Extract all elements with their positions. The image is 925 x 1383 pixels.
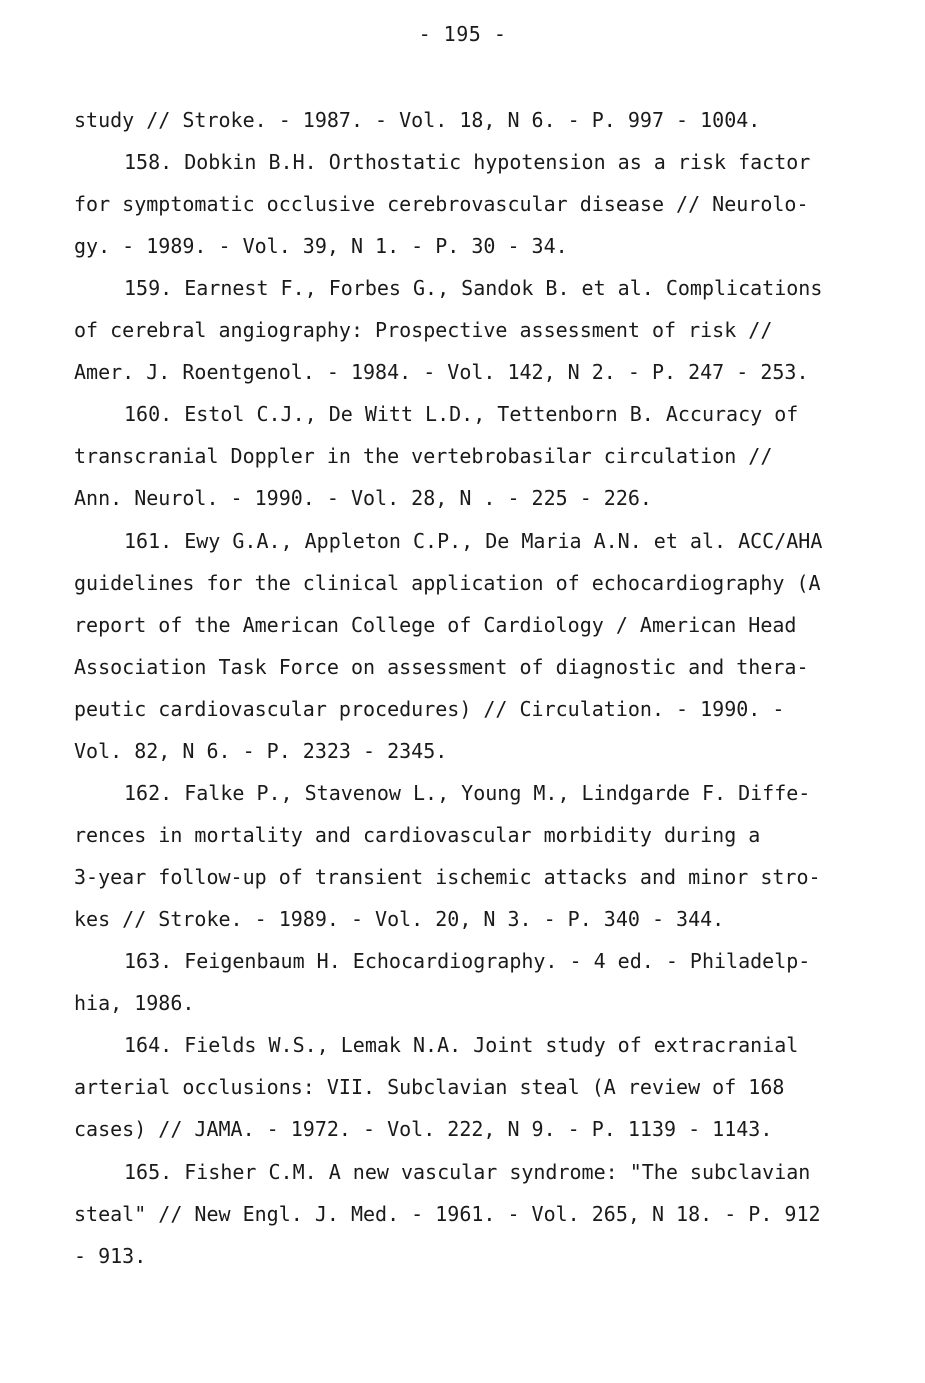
- text-line: 159. Earnest F., Forbes G., Sandok B. et al. Complications: [124, 276, 823, 300]
- text-line: 161. Ewy G.A., Appleton C.P., De Maria A.N. et al. ACC/AHA: [124, 529, 823, 553]
- text-line: rences in mortality and cardiovascular morbidity during a: [74, 823, 761, 847]
- text-line: guidelines for the clinical application of echocardiography (A: [74, 571, 821, 595]
- text-line: cases) // JAMA. - 1972. - Vol. 222, N 9. - P. 1139 - 1143.: [74, 1117, 773, 1141]
- text-line: for symptomatic occlusive cerebrovascular disease // Neurolo-: [74, 192, 809, 216]
- text-line: gy. - 1989. - Vol. 39, N 1. - P. 30 - 34.: [74, 234, 568, 258]
- text-line: peutic cardiovascular procedures) // Circulation. - 1990. -: [74, 697, 785, 721]
- text-line: 164. Fields W.S., Lemak N.A. Joint study of extracranial: [124, 1033, 799, 1057]
- text-line: of cerebral angiography: Prospective assessment of risk //: [74, 318, 773, 342]
- text-line: report of the American College of Cardiology / American Head: [74, 613, 797, 637]
- text-line: 3-year follow-up of transient ischemic attacks and minor stro-: [74, 865, 821, 889]
- text-line: kes // Stroke. - 1989. - Vol. 20, N 3. - P. 340 - 344.: [74, 907, 725, 931]
- page-number: - 195 -: [418, 22, 507, 46]
- text-line: steal" // New Engl. J. Med. - 1961. - Vol. 265, N 18. - P. 912: [74, 1202, 821, 1226]
- text-line: Amer. J. Roentgenol. - 1984. - Vol. 142, N 2. - P. 247 - 253.: [74, 360, 809, 384]
- text-line: study // Stroke. - 1987. - Vol. 18, N 6. - P. 997 - 1004.: [74, 108, 761, 132]
- text-line: hia, 1986.: [74, 991, 195, 1015]
- text-line: 158. Dobkin B.H. Orthostatic hypotension as a risk factor: [124, 150, 811, 174]
- text-line: 160. Estol C.J., De Witt L.D., Tettenborn B. Accuracy of: [124, 402, 799, 426]
- text-line: - 913.: [74, 1244, 147, 1268]
- text-line: 165. Fisher C.M. A new vascular syndrome: "The subclavian: [124, 1160, 811, 1184]
- text-line: 162. Falke P., Stavenow L., Young M., Lindgarde F. Diffe-: [124, 781, 811, 805]
- text-line: 163. Feigenbaum H. Echocardiography. - 4 ed. - Philadelp-: [124, 949, 811, 973]
- text-line: transcranial Doppler in the vertebrobasilar circulation //: [74, 444, 773, 468]
- text-line: arterial occlusions: VII. Subclavian steal (A review of 168: [74, 1075, 785, 1099]
- text-line: Association Task Force on assessment of diagnostic and thera-: [74, 655, 809, 679]
- text-line: Vol. 82, N 6. - P. 2323 - 2345.: [74, 739, 448, 763]
- text-line: Ann. Neurol. - 1990. - Vol. 28, N . - 225 - 226.: [74, 486, 652, 510]
